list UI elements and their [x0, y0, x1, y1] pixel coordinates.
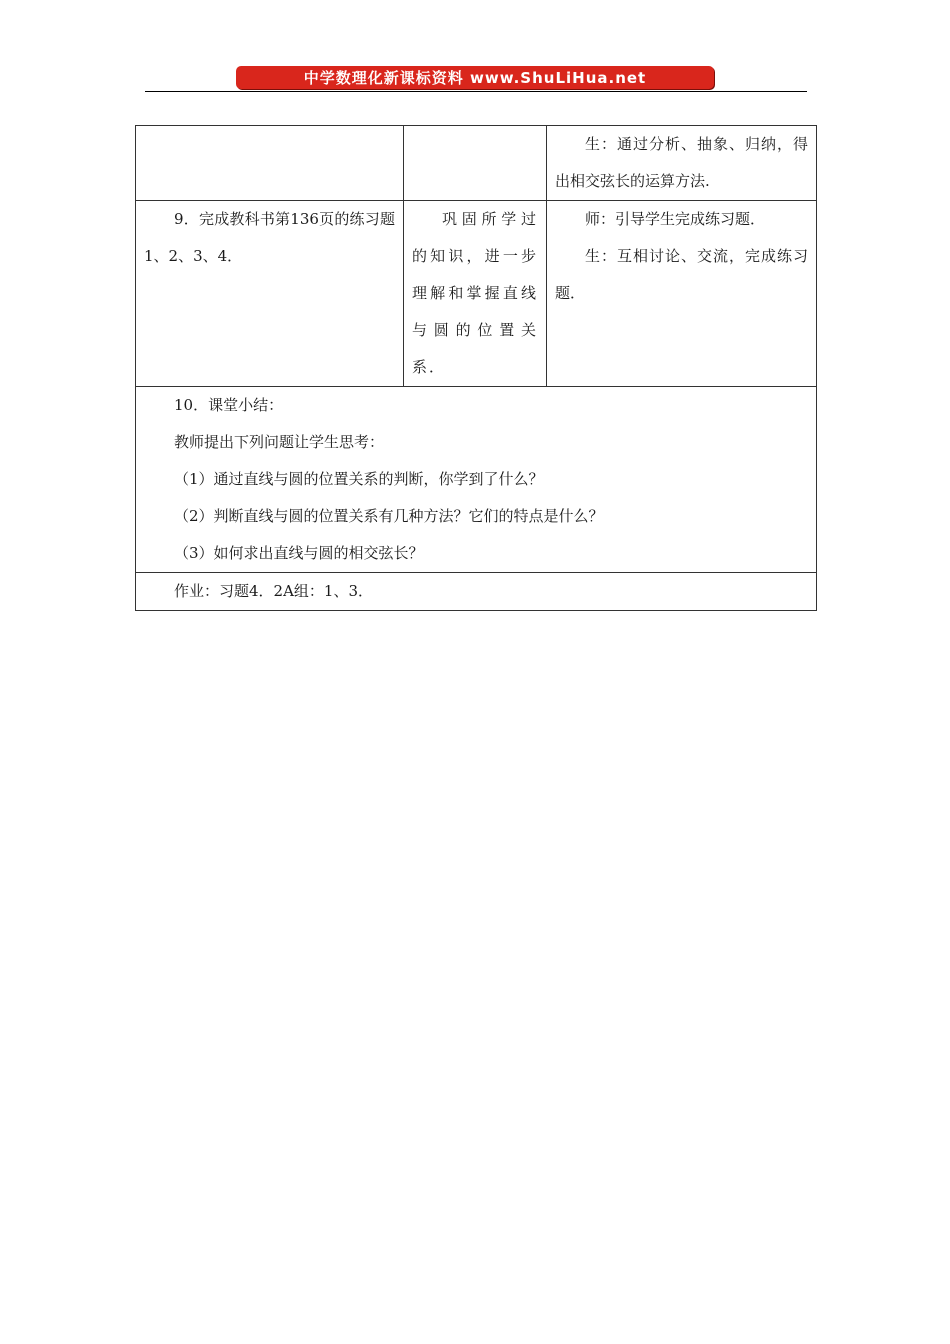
- lesson-plan-table: [135, 125, 817, 611]
- site-banner: [236, 66, 714, 89]
- header-divider: [145, 91, 807, 92]
- site-banner-text: 中学数理化新课标资料 www.ShuLiHua.net: [303, 69, 647, 87]
- activity-text: 9．完成教科书第136页的练习题1、2、3、4．: [144, 210, 395, 265]
- homework-cell: [136, 573, 817, 611]
- summary-title: 10．课堂小结：: [174, 396, 284, 414]
- summary-cell: [136, 387, 817, 573]
- summary-question-3: （3）如何求出直线与圆的相交弦长？: [174, 544, 424, 562]
- summary-question-1: （1）通过直线与圆的位置关系的判断，你学到了什么？: [174, 470, 544, 488]
- table-row: [136, 387, 817, 573]
- homework-text: 作业：习题4．2A组：1、3．: [174, 582, 374, 600]
- teacher-interaction-text: 师：引导学生完成练习题．: [585, 210, 766, 228]
- purpose-cell: [404, 126, 547, 201]
- purpose-cell: [404, 201, 547, 387]
- student-interaction-text: 生：互相讨论、交流，完成练习题．: [555, 247, 808, 302]
- interaction-cell: [547, 126, 817, 201]
- activity-cell: [136, 126, 404, 201]
- interaction-cell: [547, 201, 817, 387]
- interaction-text: 生：通过分析、抽象、归纳，得出相交弦长的运算方法.: [555, 135, 808, 190]
- table-row: [136, 201, 817, 387]
- table-row: [136, 573, 817, 611]
- summary-question-2: （2）判断直线与圆的位置关系有几种方法？它们的特点是什么？: [174, 507, 604, 525]
- table-row: [136, 126, 817, 201]
- activity-cell: [136, 201, 404, 387]
- summary-prompt: 教师提出下列问题让学生思考：: [174, 433, 385, 451]
- purpose-text: 巩固所学过的知识，进一步理解和掌握直线与圆的位置关系．: [412, 210, 538, 376]
